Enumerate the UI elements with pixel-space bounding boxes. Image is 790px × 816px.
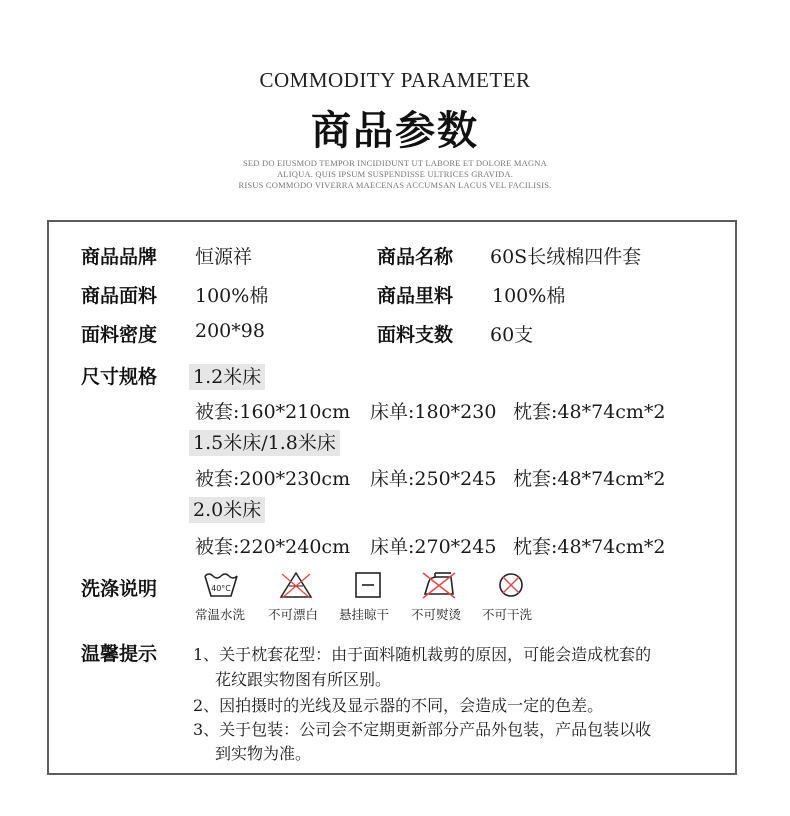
bed-size-tag: 2.0米床 bbox=[189, 497, 265, 523]
lorem-line: ALIQUA. QUIS IPSUM SUSPENDISSE ULTRICES GRAVIDA. bbox=[276, 169, 514, 179]
size-spec-label: 尺寸规格 bbox=[81, 366, 158, 388]
no-dry-clean-icon bbox=[493, 570, 529, 600]
quilt-cover-size: 被套:160*210cm bbox=[195, 401, 351, 423]
fabric-density-value: 200*98 bbox=[195, 320, 265, 342]
face-fabric-value: 100%棉 bbox=[195, 285, 269, 307]
bed-size-tag: 1.5米床/1.8米床 bbox=[189, 430, 340, 456]
fabric-density-label: 面料密度 bbox=[81, 324, 158, 346]
yarn-count-value: 60支 bbox=[490, 324, 534, 346]
pillowcase-size: 枕套:48*74cm*2 bbox=[513, 401, 666, 423]
care-caption: 不可熨烫 bbox=[411, 607, 462, 622]
reminder-label: 温馨提示 bbox=[81, 643, 158, 665]
tip-line: 3、关于包装：公司会不定期更新部分产品外包装，产品包装以收 bbox=[193, 720, 652, 739]
english-title: COMMODITY PARAMETER bbox=[259, 68, 531, 92]
pillowcase-size: 枕套:48*74cm*2 bbox=[513, 536, 666, 558]
tip-line: 花纹跟实物图有所区别。 bbox=[215, 670, 392, 689]
bed-sheet-size: 床单:250*245 bbox=[370, 468, 497, 490]
hang-dry-icon bbox=[350, 570, 386, 600]
lining-fabric-label: 商品里料 bbox=[377, 285, 454, 307]
chinese-title: 商品参数 bbox=[311, 107, 479, 154]
lorem-text bbox=[0, 158, 790, 191]
product-name-value: 60S长绒棉四件套 bbox=[490, 246, 642, 268]
quilt-cover-size: 被套:200*230cm bbox=[195, 468, 351, 490]
wash-40c-icon bbox=[203, 570, 239, 600]
bed-size-tag: 1.2米床 bbox=[189, 364, 265, 390]
wash-temp-text: 40°C bbox=[211, 584, 231, 593]
brand-label: 商品品牌 bbox=[81, 246, 158, 268]
lorem-line: RISUS COMMODO VIVERRA MAECENAS ACCUMSAN LACUS VEL FACILISIS. bbox=[238, 180, 552, 190]
care-caption: 常温水洗 bbox=[195, 607, 246, 622]
bed-sheet-size: 床单:180*230 bbox=[370, 401, 497, 423]
product-name-label: 商品名称 bbox=[377, 246, 454, 268]
care-caption: 悬挂晾干 bbox=[339, 607, 390, 622]
quilt-cover-size: 被套:220*240cm bbox=[195, 536, 351, 558]
care-caption: 不可干洗 bbox=[482, 607, 533, 622]
yarn-count-label: 面料支数 bbox=[377, 324, 454, 346]
parameter-panel bbox=[47, 220, 737, 775]
lining-fabric-value: 100%棉 bbox=[492, 285, 566, 307]
care-caption: 不可漂白 bbox=[268, 607, 319, 622]
no-bleach-icon bbox=[278, 570, 314, 600]
tip-line: 1、关于枕套花型：由于面料随机裁剪的原因，可能会造成枕套的 bbox=[193, 645, 652, 664]
face-fabric-label: 商品面料 bbox=[81, 285, 158, 307]
washing-instructions-label: 洗涤说明 bbox=[81, 578, 158, 600]
brand-value: 恒源祥 bbox=[195, 246, 253, 268]
tip-line: 到实物为准。 bbox=[215, 744, 312, 763]
lorem-line: SED DO EIUSMOD TEMPOR INCIDIDUNT UT LABORE ET DOLORE MAGNA bbox=[243, 158, 547, 168]
pillowcase-size: 枕套:48*74cm*2 bbox=[513, 468, 666, 490]
no-iron-icon bbox=[421, 570, 457, 600]
tip-line: 2、因拍摄时的光线及显示器的不同，会造成一定的色差。 bbox=[193, 696, 604, 715]
bed-sheet-size: 床单:270*245 bbox=[370, 536, 497, 558]
